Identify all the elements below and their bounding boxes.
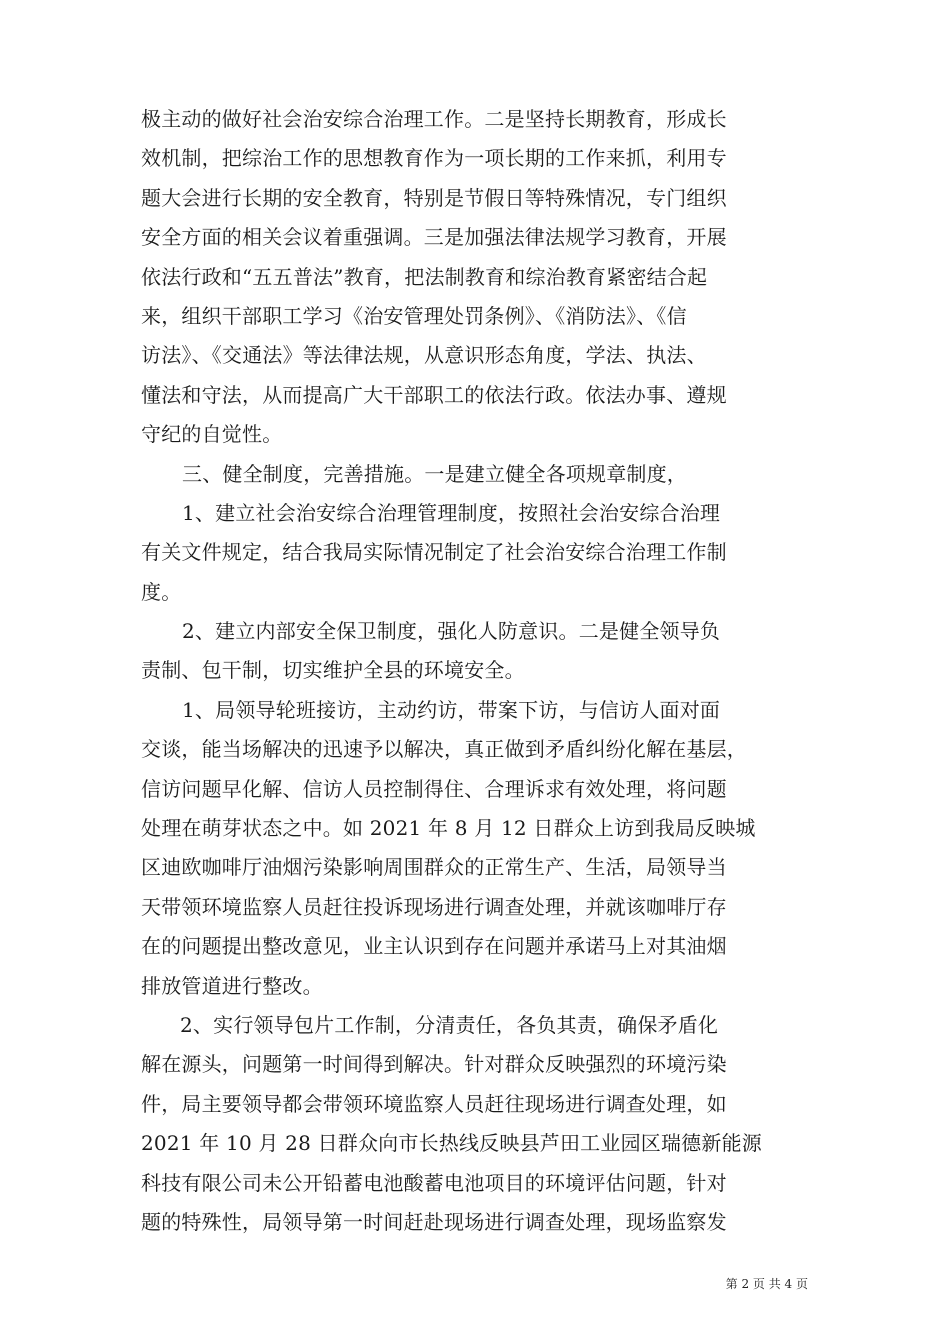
text-line: 题的特殊性，局领导第一时间赶赴现场进行调查处理，现场监察发 [141, 1209, 727, 1234]
text-line: 题大会进行长期的安全教育，特别是节假日等特殊情况，专门组织 [141, 185, 727, 210]
text-line: 1、局领导轮班接访，主动约访，带案下访，与信访人面对面 [182, 697, 721, 722]
text-line: 天带领环境监察人员赶往投诉现场进行调查处理，并就该咖啡厅存 [141, 894, 727, 919]
text-line: 责制、包干制，切实维护全县的环境安全。 [141, 658, 525, 683]
text-line: 解在源头，问题第一时间得到解决。针对群众反映强烈的环境污染 [141, 1052, 727, 1077]
text-line: 极主动的做好社会治安综合治理工作。二是坚持长期教育，形成长 [141, 107, 727, 131]
text-line: 在的问题提出整改意见，业主认识到存在问题并承诺马上对其油烟 [141, 934, 727, 959]
text-line: 1、建立社会治安综合治理管理制度，按照社会治安综合治理 [182, 500, 721, 525]
page-number: 第 2 页 共 4 页 [725, 1277, 808, 1291]
text-line: 度。 [141, 579, 182, 604]
text-line: 信访问题早化解、信访人员控制得住、合理诉求有效处理，将问题 [141, 776, 727, 801]
text-line: 科技有限公司未公开铅蓄电池酸蓄电池项目的环境评估问题，针对 [141, 1170, 727, 1195]
text-line: 区迪欧咖啡厅油烟污染影响周围群众的正常生产、生活，局领导当 [141, 855, 727, 880]
text-line: 排放管道进行整改。 [141, 973, 323, 998]
text-line: 2、实行领导包片工作制，分清责任，各负其责，确保矛盾化 [180, 1012, 719, 1037]
document-body [141, 100, 821, 1242]
text-line: 访法》、《交通法》等法律法规，从意识形态角度，学法、执法、 [141, 343, 707, 368]
text-line: 交谈，能当场解决的迅速予以解决，真正做到矛盾纠纷化解在基层， [141, 737, 747, 762]
text-line: 来，组织干部职工学习《治安管理处罚条例》、《消防法》、《信 [141, 303, 687, 328]
text-line: 懂法和守法，从而提高广大干部职工的依法行政。依法办事、遵规 [141, 382, 727, 407]
text-line: 依法行政和“五五普法”教育，把法制教育和综治教育紧密结合起 [141, 264, 708, 289]
text-line: 效机制，把综治工作的思想教育作为一项长期的工作来抓，利用专 [141, 146, 727, 171]
text-line: 2、建立内部安全保卫制度，强化人防意识。二是健全领导负 [182, 619, 721, 644]
text-line: 安全方面的相关会议着重强调。三是加强法律法规学习教育，开展 [141, 225, 727, 250]
text-line: 处理在萌芽状态之中。如 2021 年 8 月 12 日群众上访到我局反映城 [141, 816, 756, 841]
section-heading-line: 三、健全制度，完善措施。一是建立健全各项规章制度， [182, 461, 687, 486]
text-line: 2021 年 10 月 28 日群众向市长热线反映县芦田工业园区瑞德新能源 [141, 1131, 762, 1156]
text-line: 守纪的自觉性。 [141, 422, 283, 447]
text-line: 有关文件规定，结合我局实际情况制定了社会治安综合治理工作制 [141, 540, 727, 565]
text-line: 件，局主要领导都会带领环境监察人员赶往现场进行调查处理，如 [141, 1091, 727, 1116]
